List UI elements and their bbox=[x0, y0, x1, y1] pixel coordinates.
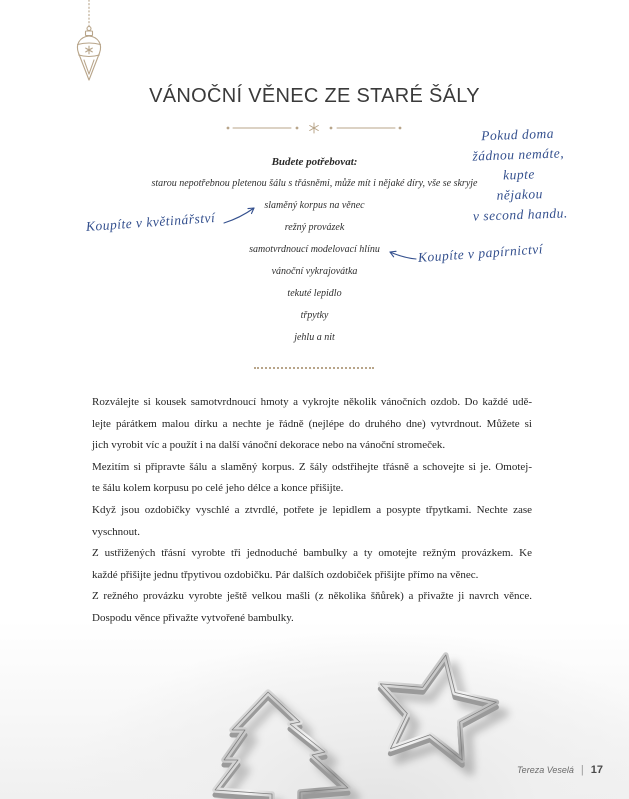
material-item: starou nepotřebnou pletenou šálu s třásněmi, může mít i nějaké díry, vše se skryje bbox=[151, 178, 478, 189]
material-item: jehlu a nit bbox=[294, 332, 335, 343]
star-cookie-cutter-image bbox=[380, 655, 504, 771]
snowflake-icon bbox=[310, 123, 319, 133]
material-item: vánoční vykrajovátka bbox=[271, 266, 358, 277]
title-divider bbox=[224, 122, 404, 134]
footer-separator: | bbox=[580, 764, 584, 776]
page-footer bbox=[517, 764, 603, 776]
page-number: 17 bbox=[590, 764, 603, 776]
materials-heading: Budete potřebovat: bbox=[271, 156, 358, 168]
note-line: nějakou bbox=[496, 186, 544, 203]
text-line: Když jsou ozdobičky vyschlé a ztvrdlé, potřete je lepidlem a posypte třpytkami. Nechte zase bbox=[92, 503, 532, 516]
material-item: režný provázek bbox=[284, 222, 345, 233]
page-title: VÁNOČNÍ VĚNEC ZE STARÉ ŠÁLY bbox=[149, 85, 480, 107]
text-line: Dospodu věnce přivažte vytvořené bambulky. bbox=[92, 611, 294, 624]
text-line: každé přišijte jednu třpytivou ozdobičku. Pár dalších ozdobiček přišijte přímo na věnec. bbox=[92, 568, 479, 581]
cookie-cutters-image bbox=[180, 630, 520, 799]
text-line: vyschnout. bbox=[92, 525, 140, 538]
text-line: Mezitím si připravte šálu a slaměný korpus. Z šály odstřihejte třásně a schovejte si je. Omotej- bbox=[92, 460, 532, 473]
text-line: te šálu kolem korpusu po celé jeho délce a konce přišijte. bbox=[92, 482, 344, 495]
material-item: slaměný korpus na věnec bbox=[264, 200, 365, 211]
footer-author: Tereza Veselá bbox=[517, 765, 574, 775]
material-item: třpytky bbox=[300, 310, 329, 321]
material-item: samotvrdnoucí modelovací hlínu bbox=[249, 244, 380, 255]
text-line: Rozválejte si kousek samotvrdnoucí hmoty a vykrojte několik vánočních ozdob. Do každé udě- bbox=[92, 396, 532, 408]
note-line: v second handu. bbox=[472, 205, 569, 224]
text-line: jich vyrobit víc a použít i na další vánoční dekorace nebo na vánoční stromeček. bbox=[92, 439, 446, 452]
note-line: kupte bbox=[502, 166, 536, 183]
text-line: Z režného provázku vyrobte ještě velkou mašli (z několika šňůrek) a přivažte ji navrch věnce. bbox=[92, 590, 532, 603]
handwritten-note-scarf bbox=[460, 123, 577, 227]
note-line: Pokud doma bbox=[480, 125, 555, 144]
handwritten-note-florist: Koupíte v květinářství bbox=[85, 209, 216, 234]
text-line: lejte párátkem malou dírku a nechte je řádně (nejlépe do druhého dne) vytvrdnout. Můžete si bbox=[92, 417, 532, 430]
note-line: žádnou nemáte, bbox=[472, 145, 565, 164]
handwritten-note-stationery: Koupíte v papírnictví bbox=[417, 241, 544, 265]
hanging-ornament-icon bbox=[70, 0, 110, 86]
material-item: tekuté lepidlo bbox=[287, 288, 342, 299]
text-line: Z ustřižených třásní vyrobte tři jednoduché bambulky a ty omotejte režným provázkem. Ke bbox=[92, 547, 532, 560]
instructions-text bbox=[92, 392, 532, 630]
dotted-divider bbox=[254, 367, 374, 369]
tree-cookie-cutter-image bbox=[215, 692, 356, 799]
